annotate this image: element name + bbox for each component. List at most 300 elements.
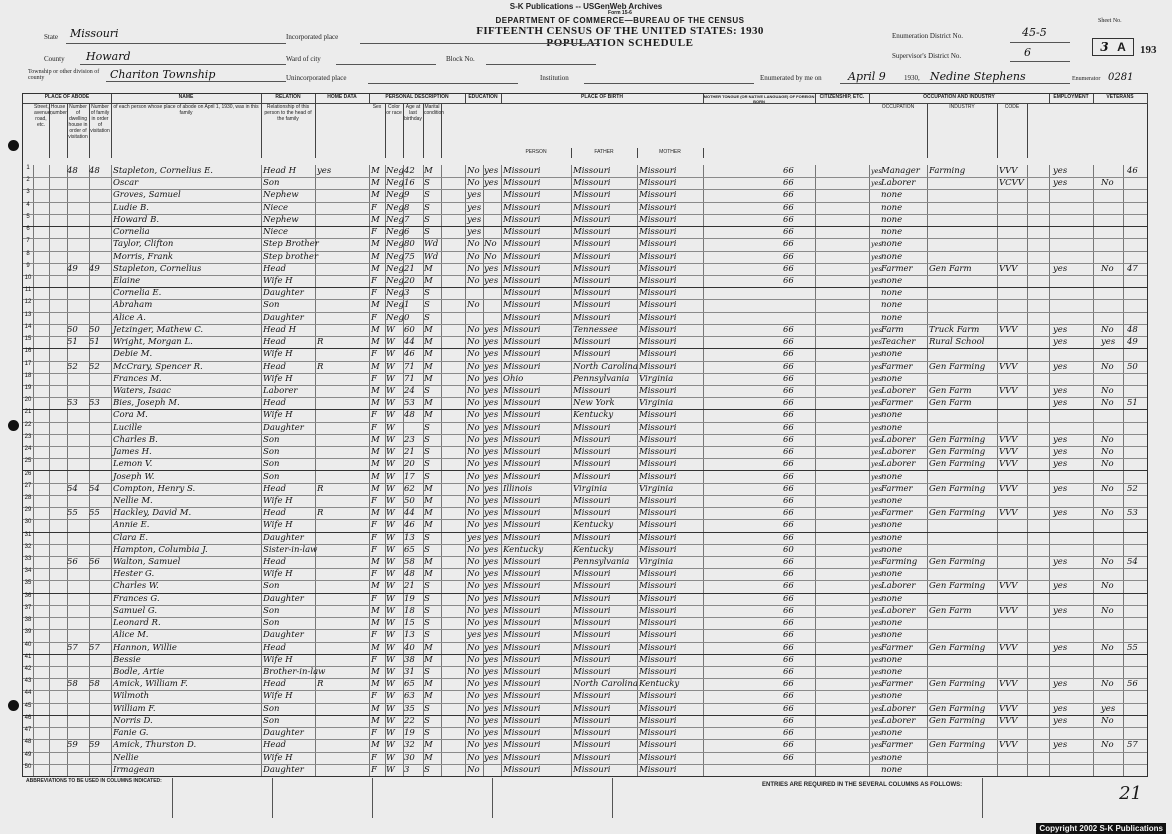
cell-name: Alice M. [113, 630, 149, 641]
cell-name: Bessie [113, 654, 141, 665]
cell-sex: M [371, 178, 380, 189]
cell-ind [929, 654, 997, 666]
cell-lang: 66 [783, 728, 794, 739]
cell-emp [1053, 593, 1083, 605]
cell-eng: yes [871, 570, 882, 579]
cell-name: Elaine [113, 275, 141, 286]
cell-school: No [467, 385, 480, 396]
cell-eng: yes [871, 680, 882, 689]
colhead-occupation: OCCUPATION [869, 103, 928, 158]
cell-fb: Missouri [573, 349, 611, 360]
cell-race: W [386, 361, 395, 372]
cell-occ: Laborer [881, 581, 916, 592]
cell-code [999, 214, 1027, 226]
cell-rel: Head [263, 508, 286, 519]
cell-fam [89, 727, 111, 739]
cell-school: No [467, 618, 480, 629]
cell-n: 24 [24, 446, 32, 453]
cell-fam [89, 666, 111, 678]
cell-emp [1053, 471, 1083, 483]
cell-mar: S [424, 532, 430, 543]
cell-age: 24 [404, 385, 415, 396]
cell-pb: Missouri [503, 667, 541, 678]
cell-mb: Missouri [639, 166, 677, 176]
cell-vet: No [1101, 740, 1114, 751]
group-employment: EMPLOYMENT [1049, 94, 1094, 104]
cell-emp: yes [1053, 703, 1068, 714]
supervisor-label: Supervisor's District No. [892, 52, 962, 60]
cell-pb: Missouri [503, 764, 541, 775]
cell-read: yes [484, 385, 499, 396]
cell-emp: yes [1053, 166, 1068, 176]
cell-occ: Farmer [881, 642, 913, 653]
cell-mb: Missouri [639, 471, 677, 482]
cell-n: 47 [24, 727, 32, 734]
cell-emp: yes [1053, 483, 1068, 494]
cell-mb: Missouri [639, 691, 677, 702]
cell-vet: No [1101, 581, 1114, 592]
cell-mb: Virginia [639, 373, 674, 384]
cell-lang: 66 [783, 740, 794, 751]
cell-emp: yes [1053, 581, 1068, 592]
cell-fam [89, 568, 111, 580]
cell-vv [1127, 226, 1145, 238]
cell-lang [783, 312, 799, 324]
cell-home [317, 727, 335, 739]
cell-code: VVV [999, 459, 1018, 470]
cell-n: 23 [24, 433, 32, 440]
cell-n: 39 [24, 629, 32, 636]
cell-age: 80 [404, 239, 415, 250]
colhead-name: of each person whose place of abode on April 1, 1930, was in this family [111, 103, 262, 158]
cell-emp [1053, 617, 1083, 629]
cell-ind [929, 409, 997, 421]
cell-race: W [386, 728, 395, 739]
group-mother-tongue: MOTHER TONGUE (OR NATIVE LANGUAGE) OF FOREIGN BORN [703, 94, 815, 104]
cell-dw: 53 [67, 398, 78, 409]
cell-fb: Missouri [573, 447, 611, 458]
cell-race: Neg [386, 239, 404, 250]
cell-occ: none [881, 618, 903, 629]
cell-read: yes [484, 275, 499, 286]
cell-ind [929, 629, 997, 641]
cell-rel: Wife H [263, 410, 293, 421]
cell-vv: 55 [1127, 642, 1138, 653]
cell-mb: Missouri [639, 593, 677, 604]
cell-read: yes [484, 715, 499, 726]
cell-sex: F [371, 728, 377, 739]
cell-emp: yes [1053, 679, 1068, 690]
cell-home: R [317, 337, 324, 348]
cell-mar: S [424, 728, 430, 739]
cell-lang: 66 [783, 227, 794, 238]
cell-school: No [467, 324, 480, 335]
cell-home [317, 312, 335, 324]
cell-ind: Gen Farming [929, 715, 986, 726]
cell-eng: yes [871, 252, 882, 261]
cell-occ: none [881, 544, 903, 555]
cell-ind: Gen Farm [929, 385, 972, 396]
cell-eng: yes [871, 509, 882, 518]
cell-read [484, 189, 501, 201]
cell-read: yes [484, 398, 499, 409]
cell-name: Compton, Henry S. [113, 483, 196, 494]
cell-vv: 49 [1127, 337, 1138, 348]
cell-home: R [317, 679, 324, 690]
cell-fam [89, 544, 111, 556]
cell-mar: M [424, 642, 433, 653]
cell-code: VVV [999, 361, 1018, 372]
cell-vv: 51 [1127, 398, 1138, 409]
cell-mar: M [424, 740, 433, 751]
cell-sex: F [371, 202, 377, 213]
cell-ind: Gen Farming [929, 447, 986, 458]
cell-mar: S [424, 434, 430, 445]
cell-occ: Laborer [881, 178, 916, 189]
cell-age: 50 [404, 495, 415, 506]
cell-pb: Missouri [503, 288, 541, 299]
cell-occ: none [881, 654, 903, 665]
cell-read: yes [484, 447, 499, 458]
group-occupation: OCCUPATION AND INDUSTRY [869, 94, 1050, 104]
schedule-title: POPULATION SCHEDULE [546, 37, 694, 49]
cell-mar: S [424, 581, 430, 592]
cell-age: 31 [404, 667, 415, 678]
cell-rel: Wife H [263, 691, 293, 702]
cell-home [317, 642, 335, 654]
cell-eng: yes [871, 448, 882, 457]
cell-vet: No [1101, 483, 1114, 494]
cell-n: 20 [24, 397, 32, 404]
cell-vv [1127, 409, 1145, 421]
cell-dw [67, 764, 89, 776]
cell-occ: Farmer [881, 361, 913, 372]
cell-lang: 66 [783, 410, 794, 421]
cell-eng: yes [871, 631, 882, 640]
cell-occ: Farming [881, 557, 918, 568]
cell-eng: yes [871, 264, 882, 273]
cell-sex: M [371, 715, 380, 726]
cell-lang: 66 [783, 471, 794, 482]
cell-vet [1101, 312, 1123, 324]
cell-fam [89, 715, 111, 727]
cell-home [317, 263, 335, 275]
cell-school: yes [467, 532, 482, 543]
cell-emp [1053, 202, 1083, 214]
cell-name: Bodle, Artie [113, 667, 165, 678]
cell-ind: Gen Farming [929, 679, 986, 690]
cell-school: No [467, 654, 480, 665]
cell-mar: S [424, 605, 430, 616]
cell-n: 36 [24, 592, 32, 599]
cell-race: Neg [386, 288, 404, 299]
cell-vet: No [1101, 557, 1114, 568]
cell-dw: 54 [67, 483, 78, 494]
cell-rel: Daughter [263, 288, 304, 299]
cell-fb: Missouri [573, 581, 611, 592]
cell-school: No [467, 459, 480, 470]
cell-ind: Rural School [929, 337, 985, 348]
cell-n: 18 [24, 372, 32, 379]
cell-vv [1127, 238, 1145, 250]
cell-emp [1053, 409, 1083, 421]
cell-mar: M [424, 373, 433, 384]
cell-sex: F [371, 764, 377, 775]
cell-vet [1101, 629, 1123, 641]
cell-race: W [386, 593, 395, 604]
cell-read: yes [484, 630, 499, 641]
cell-code [999, 348, 1027, 360]
cell-name: Alice A. [113, 312, 146, 323]
cell-emp: yes [1053, 715, 1068, 726]
cell-fb: Pennsylvania [573, 373, 630, 384]
cell-mar: S [424, 190, 430, 201]
cell-sex: F [371, 532, 377, 543]
cell-read: yes [484, 178, 499, 189]
cell-age: 23 [404, 434, 415, 445]
cell-race: W [386, 434, 395, 445]
cell-eng: yes [871, 521, 882, 530]
cell-home [317, 593, 335, 605]
cell-fam [89, 312, 111, 324]
cell-dw [67, 519, 89, 531]
cell-read: yes [484, 679, 499, 690]
cell-pb: Missouri [503, 642, 541, 653]
cell-mb: Missouri [639, 275, 677, 286]
cell-mar: S [424, 227, 430, 238]
cell-eng: yes [871, 704, 882, 713]
cell-school: No [467, 642, 480, 653]
cell-code: VVV [999, 508, 1018, 519]
enumerated-label: Enumerated by me on [760, 74, 822, 82]
cell-mar: M [424, 557, 433, 568]
cell-rel: Wife H [263, 495, 293, 506]
cell-rel: Wife H [263, 569, 293, 580]
cell-race: W [386, 483, 395, 494]
cell-eng: yes [871, 350, 882, 359]
cell-vv: 53 [1127, 508, 1138, 519]
cell-eng [871, 214, 881, 226]
cell-race: W [386, 398, 395, 409]
cell-ind [929, 519, 997, 531]
cell-name: Nellie M. [113, 495, 153, 506]
cell-home: yes [317, 166, 332, 176]
cell-sex: F [371, 569, 377, 580]
cell-race: W [386, 605, 395, 616]
cell-fb: Missouri [573, 263, 611, 274]
cell-sex: M [371, 263, 380, 274]
colhead-dwelling: Number of dwelling house in order of visitation [67, 103, 90, 158]
cell-fb: Missouri [573, 715, 611, 726]
cell-mb: Missouri [639, 667, 677, 678]
cell-lang: 66 [783, 447, 794, 458]
cell-n: 15 [24, 336, 32, 343]
cell-n: 19 [24, 384, 32, 391]
cell-home [317, 752, 335, 764]
cell-vv [1127, 727, 1145, 739]
cell-mar: M [424, 275, 433, 286]
cell-dw [67, 214, 89, 226]
cell-home [317, 715, 335, 727]
cell-code [999, 690, 1027, 702]
cell-occ: none [881, 764, 903, 775]
cell-dw [67, 189, 89, 201]
cell-mb: Missouri [639, 312, 677, 323]
cell-rel: Head [263, 263, 286, 274]
cell-n: 31 [24, 531, 32, 538]
cell-n: 3 [26, 189, 30, 196]
cell-mb: Virginia [639, 483, 674, 494]
cell-eng [871, 312, 881, 324]
county-label: County [44, 55, 65, 63]
cell-pb: Missouri [503, 166, 541, 176]
group-citizenship: CITIZENSHIP, ETC. [815, 94, 870, 104]
cell-n: 8 [26, 250, 30, 257]
cell-mar: S [424, 447, 430, 458]
cell-race: W [386, 691, 395, 702]
cell-race: Neg [386, 178, 404, 189]
cell-ind: Gen Farming [929, 508, 986, 519]
cell-occ: none [881, 202, 903, 213]
cell-school: yes [467, 630, 482, 641]
cell-name: Nellie [113, 752, 139, 763]
cell-mar: Wd [424, 239, 439, 250]
cell-rel: Head [263, 361, 286, 372]
cell-code: VVV [999, 581, 1018, 592]
cell-rel: Son [263, 471, 280, 482]
cell-home [317, 580, 335, 592]
cell-vv [1127, 434, 1145, 446]
cell-home [317, 666, 335, 678]
cell-sex: M [371, 324, 380, 335]
cell-vet [1101, 654, 1123, 666]
cell-read: yes [484, 508, 499, 519]
cell-mb: Virginia [639, 557, 674, 568]
cell-eng [871, 299, 881, 311]
cell-n: 38 [24, 617, 32, 624]
cell-pb: Missouri [503, 740, 541, 751]
cell-pb: Kentucky [503, 544, 544, 555]
cell-fb: Missouri [573, 275, 611, 286]
cell-mar: S [424, 288, 430, 299]
cell-lang [783, 764, 799, 776]
cell-emp: yes [1053, 434, 1068, 445]
enum-district-label: Enumeration District No. [892, 32, 963, 40]
cell-race: W [386, 679, 395, 690]
cell-n: 26 [24, 470, 32, 477]
cell-n: 5 [26, 213, 30, 220]
cell-n: 41 [24, 653, 32, 660]
cell-school: No [467, 679, 480, 690]
cell-school: No [467, 581, 480, 592]
cell-read [484, 214, 501, 226]
cell-ind: Gen Farming [929, 459, 986, 470]
county-value: Howard [86, 50, 131, 63]
cell-fb: Missouri [573, 190, 611, 201]
cell-vv [1127, 617, 1145, 629]
cell-race: W [386, 715, 395, 726]
cell-vet: No [1101, 361, 1114, 372]
cell-lang: 66 [783, 569, 794, 580]
cell-school: No [467, 508, 480, 519]
cell-mb: Missouri [639, 715, 677, 726]
cell-sex: M [371, 239, 380, 250]
cell-lang: 66 [783, 385, 794, 396]
cell-ind [929, 422, 997, 434]
cell-vv [1127, 348, 1145, 360]
cell-occ: Farmer [881, 398, 913, 409]
cell-read: No [484, 239, 497, 250]
cell-pb: Missouri [503, 715, 541, 726]
supervisor-value: 6 [1024, 46, 1031, 59]
cell-ind: Gen Farm [929, 398, 972, 409]
cell-fam: 55 [89, 508, 100, 519]
cell-pb: Missouri [503, 532, 541, 543]
cell-home [317, 397, 335, 409]
cell-school: No [467, 178, 480, 189]
cell-age: 58 [404, 557, 415, 568]
cell-pb: Missouri [503, 300, 541, 311]
cell-race: W [386, 544, 395, 555]
cell-emp: yes [1053, 324, 1068, 335]
cell-pb: Missouri [503, 275, 541, 286]
cell-vv: 54 [1127, 557, 1138, 568]
cell-lang: 66 [783, 520, 794, 531]
cell-sex: F [371, 288, 377, 299]
cell-eng: yes [871, 594, 882, 603]
cell-n: 13 [24, 311, 32, 318]
cell-lang: 66 [783, 495, 794, 506]
cell-code [999, 397, 1027, 409]
cell-read: yes [484, 654, 499, 665]
cell-ind [929, 312, 997, 324]
cell-ind [929, 275, 997, 287]
cell-lang: 66 [783, 715, 794, 726]
cell-read: yes [484, 410, 499, 421]
cell-lang: 66 [783, 398, 794, 409]
cell-age: 13 [404, 630, 415, 641]
cell-rel: Head [263, 740, 286, 751]
cell-sex: F [371, 593, 377, 604]
cell-pb: Missouri [503, 214, 541, 225]
cell-code [999, 532, 1027, 544]
cell-vet: No [1101, 263, 1114, 274]
cell-read: yes [484, 361, 499, 372]
cell-eng: yes [871, 472, 882, 481]
cell-emp [1053, 275, 1083, 287]
cell-dw [67, 532, 89, 544]
cell-n: 32 [24, 543, 32, 550]
cell-rel: Son [263, 581, 280, 592]
cell-ind [929, 251, 997, 263]
cell-occ: Farmer [881, 679, 913, 690]
cell-fb: Missouri [573, 642, 611, 653]
cell-vet [1101, 519, 1123, 531]
cell-home: R [317, 483, 324, 494]
cell-read [484, 226, 501, 238]
cell-fam [89, 593, 111, 605]
cell-fam [89, 373, 111, 385]
cell-read: yes [484, 569, 499, 580]
cell-mb: Missouri [639, 227, 677, 238]
cell-vet: No [1101, 605, 1114, 616]
cell-fb: Kentucky [573, 410, 614, 421]
cell-mar: M [424, 495, 433, 506]
cell-occ: none [881, 275, 903, 286]
cell-lang: 66 [783, 337, 794, 348]
cell-home [317, 629, 335, 641]
cell-eng: yes [871, 668, 882, 677]
